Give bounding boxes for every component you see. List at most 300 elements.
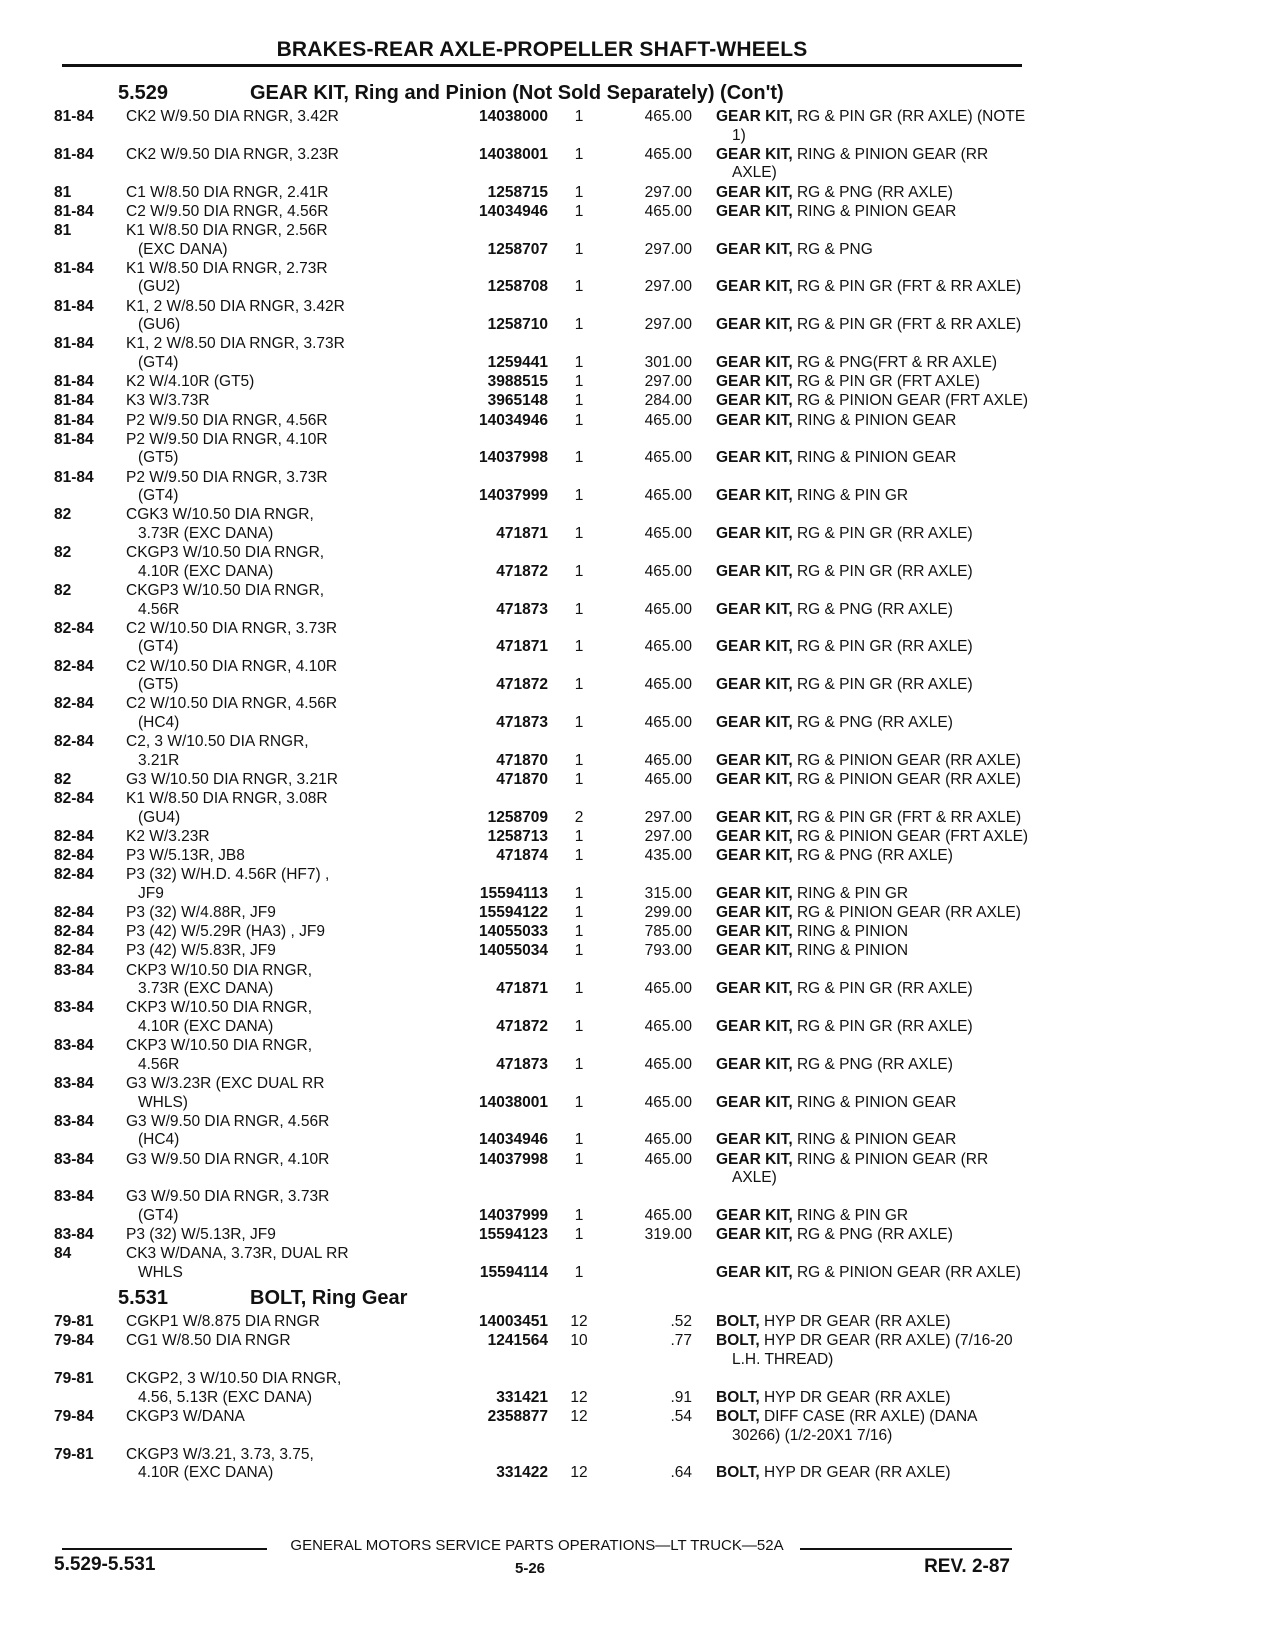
part-number: 3965148 (487, 392, 548, 410)
part-name-text: RING & PINION GEAR (796, 1131, 957, 1149)
part-name-noun: GEAR KIT, (716, 638, 793, 656)
part-name-line (716, 601, 1068, 620)
list-price: 465.00 (644, 1150, 692, 1168)
part-name-noun: BOLT, (716, 1332, 760, 1350)
model-years: 81 (54, 221, 72, 239)
part-name-line (716, 904, 1068, 923)
part-name (716, 676, 1068, 695)
description-line: (GT4) (138, 353, 179, 371)
part-name-line (716, 392, 1068, 411)
part-name-noun: GEAR KIT, (716, 808, 793, 826)
model-years: 79-81 (54, 1445, 94, 1463)
model-years: 81-84 (54, 373, 94, 391)
part-name-line (716, 354, 1068, 373)
list-price: 793.00 (644, 942, 692, 960)
description-line: CKP3 W/10.50 DIA RNGR, (126, 1037, 313, 1055)
model-years: 84 (54, 1245, 72, 1263)
part-name (716, 373, 1068, 392)
part-name (716, 1207, 1068, 1226)
model-years: 83-84 (54, 1112, 94, 1130)
description-line: (HC4) (138, 1131, 180, 1149)
part-name-noun: GEAR KIT, (716, 713, 793, 731)
description-line: CKGP3 W/3.21, 3.73, 3.75, (126, 1445, 314, 1463)
part-name-text: HYP DR GEAR (RR AXLE) (763, 1464, 951, 1482)
part-name-noun: BOLT, (716, 1313, 760, 1331)
description-line: (GT4) (138, 1206, 179, 1224)
part-name-line (716, 1018, 1068, 1037)
part-name-noun: GEAR KIT, (716, 923, 793, 941)
table-row (54, 790, 1024, 828)
list-price: 297.00 (644, 316, 692, 334)
model-years: 83-84 (54, 1075, 94, 1092)
part-name-line (716, 885, 1068, 904)
part-name (716, 714, 1068, 733)
quantity: 1 (574, 1131, 584, 1149)
table-row (54, 923, 1024, 942)
quantity: 1 (574, 942, 584, 960)
table-row (54, 1313, 1024, 1332)
description-line: (GT4) (138, 487, 179, 505)
part-name (716, 354, 1068, 373)
table-row (54, 847, 1024, 866)
part-number: 14037999 (479, 1206, 548, 1224)
list-price: 465.00 (644, 1206, 692, 1224)
part-name-text: RG & PINION GEAR (FRT AXLE) (796, 827, 1029, 845)
part-name-text: HYP DR GEAR (RR AXLE) (763, 1388, 951, 1406)
model-years: 81-84 (54, 259, 94, 277)
list-price: 465.00 (644, 145, 692, 163)
table-row (54, 298, 1024, 336)
table-row (54, 431, 1024, 469)
quantity: 1 (574, 884, 584, 902)
table-row (54, 733, 1024, 771)
table-row (54, 1151, 1024, 1189)
quantity: 1 (574, 847, 584, 865)
quantity: 1 (574, 392, 584, 410)
description-line: C2, 3 W/10.50 DIA RNGR, (126, 733, 309, 751)
part-name (716, 316, 1068, 335)
table-row (54, 373, 1024, 392)
list-price: 465.00 (644, 108, 692, 125)
table-row (54, 771, 1024, 790)
model-years: 82-84 (54, 904, 94, 922)
part-name-line (716, 1389, 1068, 1408)
table-row (54, 658, 1024, 696)
list-price: 297.00 (644, 240, 692, 258)
quantity: 1 (574, 487, 584, 505)
part-number: 14038001 (479, 145, 548, 163)
part-name-noun: GEAR KIT, (716, 353, 793, 371)
table-row (54, 184, 1024, 203)
part-number: 15594114 (479, 1263, 548, 1281)
part-name-noun: GEAR KIT, (716, 411, 793, 429)
list-price: .64 (670, 1464, 692, 1482)
model-years: 82-84 (54, 733, 94, 751)
part-number: 1259441 (487, 353, 548, 371)
part-name (716, 1389, 1068, 1408)
description-line: C2 W/10.50 DIA RNGR, 3.73R (126, 619, 338, 637)
part-name (716, 771, 1068, 790)
description-line: K2 W/3.23R (126, 827, 210, 845)
description-line: 4.56, 5.13R (EXC DANA) (138, 1388, 313, 1406)
part-name-line (716, 1151, 1068, 1170)
part-name-text: RING & PIN GR (796, 884, 909, 902)
part-name-line (716, 487, 1068, 506)
header-rule (62, 64, 1022, 67)
list-price: 465.00 (644, 449, 692, 467)
part-name-text: RG & PIN GR (FRT & RR AXLE) (796, 808, 1022, 826)
model-years: 81-84 (54, 411, 94, 429)
section-heading (54, 82, 1024, 108)
description-line: G3 W/9.50 DIA RNGR, 4.56R (126, 1112, 330, 1130)
quantity: 1 (574, 240, 584, 258)
part-name-text: 1) (732, 126, 746, 144)
part-name-text: L.H. THREAD) (732, 1350, 834, 1368)
part-number: 14034946 (479, 1131, 548, 1149)
list-price: 465.00 (644, 676, 692, 694)
part-name (716, 809, 1068, 828)
part-name-text: RG & PINION GEAR (FRT AXLE) (796, 392, 1029, 410)
quantity: 10 (570, 1332, 588, 1350)
part-name-noun: GEAR KIT, (716, 183, 793, 201)
part-name (716, 638, 1068, 657)
part-number: 2358877 (487, 1407, 548, 1425)
description-line: K1, 2 W/8.50 DIA RNGR, 3.73R (126, 335, 345, 353)
part-number: 1258709 (487, 808, 548, 826)
model-years: 81-84 (54, 202, 94, 220)
part-name-noun: GEAR KIT, (716, 884, 793, 902)
part-name (716, 1056, 1068, 1075)
part-name-line (716, 1094, 1068, 1113)
quantity: 12 (570, 1464, 588, 1482)
page-header: BRAKES-REAR AXLE-PROPELLER SHAFT-WHEELS (276, 38, 808, 61)
part-name-noun: GEAR KIT, (716, 202, 793, 220)
part-number: 15594122 (479, 904, 548, 922)
part-number: 471874 (496, 847, 548, 865)
list-price: 465.00 (644, 638, 692, 656)
part-name-text: RING & PINION (796, 923, 909, 941)
model-years: 82 (54, 770, 72, 788)
part-name-line (716, 203, 1068, 222)
part-name (716, 1018, 1068, 1037)
description-line: 4.10R (EXC DANA) (138, 562, 274, 580)
description-line: CK3 W/DANA, 3.73R, DUAL RR (126, 1245, 349, 1263)
part-name-text: RG & PNG(FRT & RR AXLE) (796, 353, 998, 371)
description-line: P3 (42) W/5.83R, JF9 (126, 942, 276, 960)
list-price: 465.00 (644, 487, 692, 505)
quantity: 1 (574, 373, 584, 391)
quantity: 1 (574, 524, 584, 542)
part-name-noun: GEAR KIT, (716, 942, 793, 960)
part-name-text: RG & PIN GR (FRT AXLE) (796, 373, 980, 391)
part-number: 14055034 (479, 942, 548, 960)
list-price: 315.00 (644, 884, 692, 902)
model-years: 83-84 (54, 1188, 94, 1206)
part-name (716, 1332, 1068, 1369)
part-name-line (716, 164, 1068, 183)
quantity: 1 (574, 411, 584, 429)
description-line: C1 W/8.50 DIA RNGR, 2.41R (126, 183, 329, 201)
list-price: 465.00 (644, 751, 692, 769)
part-number: 14055033 (479, 923, 548, 941)
part-name-noun: GEAR KIT, (716, 487, 793, 505)
quantity: 1 (574, 1226, 584, 1244)
quantity: 1 (574, 202, 584, 220)
model-years: 82-84 (54, 923, 94, 941)
quantity: 1 (574, 278, 584, 296)
part-name-line (716, 771, 1068, 790)
quantity: 1 (574, 713, 584, 731)
description-line: P2 W/9.50 DIA RNGR, 3.73R (126, 468, 328, 486)
part-name-text: HYP DR GEAR (RR AXLE) (7/16-20 (763, 1332, 1013, 1350)
description-line: P3 (32) W/4.88R, JF9 (126, 904, 276, 922)
part-number: 14034946 (479, 202, 548, 220)
description-line: (GT5) (138, 676, 179, 694)
part-name-text: DIFF CASE (RR AXLE) (DANA (763, 1407, 978, 1425)
part-name-text: RG & PINION GEAR (RR AXLE) (796, 770, 1021, 788)
quantity: 1 (574, 904, 584, 922)
part-name-text: RG & PNG (RR AXLE) (796, 847, 953, 865)
description-line: G3 W/9.50 DIA RNGR, 4.10R (126, 1150, 330, 1168)
part-number: 1258708 (487, 278, 548, 296)
part-name-noun: GEAR KIT, (716, 1263, 793, 1281)
description-line: CKGP3 W/10.50 DIA RNGR, (126, 544, 325, 562)
description-line: 3.73R (EXC DANA) (138, 980, 274, 998)
part-name-line (716, 146, 1068, 165)
list-price: 465.00 (644, 600, 692, 618)
footer-revision: REV. 2-87 (924, 1556, 1010, 1577)
part-name-line (716, 241, 1068, 260)
part-name-noun: GEAR KIT, (716, 1018, 793, 1035)
part-number: 471872 (496, 1018, 548, 1035)
part-name-line (716, 1464, 1068, 1483)
part-name-noun: GEAR KIT, (716, 770, 793, 788)
description-line: CGK3 W/10.50 DIA RNGR, (126, 506, 314, 524)
list-price: 297.00 (644, 827, 692, 845)
model-years: 81-84 (54, 145, 94, 163)
part-name-noun: GEAR KIT, (716, 676, 793, 694)
part-name-text: RG & PIN GR (RR AXLE) (796, 980, 973, 998)
part-name-text: RG & PNG (RR AXLE) (796, 713, 953, 731)
quantity: 1 (574, 600, 584, 618)
quantity: 1 (574, 145, 584, 163)
part-name-line (716, 184, 1068, 203)
list-price: 297.00 (644, 373, 692, 391)
list-price: 319.00 (644, 1226, 692, 1244)
part-name-text: RG & PIN GR (RR AXLE) (796, 1018, 973, 1035)
list-price: 465.00 (644, 562, 692, 580)
footer-rule-right (800, 1548, 1012, 1550)
part-name (716, 146, 1068, 183)
part-name-text: RG & PIN GR (FRT & RR AXLE) (796, 278, 1022, 296)
list-price: 435.00 (644, 847, 692, 865)
part-name-text: RING & PIN GR (796, 487, 909, 505)
quantity: 1 (574, 980, 584, 998)
part-number: 3988515 (487, 373, 548, 391)
description-line: C2 W/10.50 DIA RNGR, 4.10R (126, 657, 338, 675)
quantity: 1 (574, 923, 584, 941)
description-line: WHLS (138, 1263, 183, 1281)
description-line: 4.56R (138, 600, 180, 618)
list-price: .91 (670, 1388, 692, 1406)
list-price: 297.00 (644, 278, 692, 296)
model-years: 82 (54, 544, 72, 562)
quantity: 1 (574, 562, 584, 580)
part-number: 331421 (496, 1388, 548, 1406)
part-name (716, 108, 1068, 145)
model-years: 82-84 (54, 619, 94, 637)
part-name-noun: GEAR KIT, (716, 373, 793, 391)
description-line: K1, 2 W/8.50 DIA RNGR, 3.42R (126, 297, 345, 315)
description-line: CKGP3 W/DANA (126, 1407, 245, 1425)
part-name (716, 412, 1068, 431)
model-years: 79-81 (54, 1313, 94, 1331)
quantity: 12 (570, 1313, 588, 1331)
part-name-noun: GEAR KIT, (716, 1206, 793, 1224)
part-number: 471872 (496, 562, 548, 580)
list-price: 465.00 (644, 1018, 692, 1035)
table-row (54, 392, 1029, 411)
quantity: 1 (574, 1018, 584, 1035)
part-name-line (716, 638, 1068, 657)
footer-section-range: 5.529-5.531 (54, 1554, 156, 1575)
description-line: CKGP3 W/10.50 DIA RNGR, (126, 581, 325, 599)
part-name-text: 30266) (1/2-20X1 7/16) (732, 1426, 893, 1444)
list-price: 299.00 (644, 904, 692, 922)
quantity: 1 (574, 353, 584, 371)
part-name-line (716, 127, 1068, 146)
model-years: 81-84 (54, 335, 94, 353)
part-number: 331422 (496, 1464, 548, 1482)
part-name (716, 828, 1068, 847)
list-price: 465.00 (644, 713, 692, 731)
table-row (54, 222, 1024, 260)
quantity: 12 (570, 1407, 588, 1425)
description-line: K1 W/8.50 DIA RNGR, 3.08R (126, 790, 328, 808)
description-line: 3.73R (EXC DANA) (138, 524, 274, 542)
part-name-text: RG & PNG (RR AXLE) (796, 183, 953, 201)
model-years: 82-84 (54, 695, 94, 713)
part-name (716, 923, 1068, 942)
part-name (716, 1464, 1068, 1483)
table-row (54, 1075, 1024, 1113)
table-row (54, 146, 1024, 184)
description-line: K2 W/4.10R (GT5) (126, 373, 255, 391)
section-number: 5.531 (118, 1287, 169, 1310)
list-price: 284.00 (644, 392, 692, 410)
part-name-text: RG & PINION GEAR (RR AXLE) (796, 751, 1021, 769)
part-name-line (716, 449, 1068, 468)
part-name (716, 525, 1068, 544)
part-name (716, 1408, 1068, 1445)
quantity: 1 (574, 1263, 584, 1281)
section-heading (54, 1287, 1024, 1313)
part-name-text: RG & PNG (796, 240, 873, 258)
list-price: 465.00 (644, 524, 692, 542)
part-name-line (716, 923, 1068, 942)
model-years: 79-84 (54, 1407, 94, 1425)
quantity: 1 (574, 676, 584, 694)
part-name-noun: GEAR KIT, (716, 1093, 793, 1111)
part-name-noun: GEAR KIT, (716, 562, 793, 580)
description-line: P2 W/9.50 DIA RNGR, 4.10R (126, 430, 328, 448)
quantity: 2 (574, 808, 584, 826)
description-line: CK2 W/9.50 DIA RNGR, 3.23R (126, 145, 339, 163)
list-price: .54 (670, 1407, 692, 1425)
part-name-line (716, 1408, 1068, 1427)
model-years: 82-84 (54, 790, 94, 808)
part-name (716, 1313, 1068, 1332)
table-row (54, 1446, 1024, 1484)
part-name (716, 752, 1068, 771)
part-number: 471870 (496, 751, 548, 769)
part-number: 14003451 (479, 1313, 548, 1331)
part-name-text: RG & PNG (RR AXLE) (796, 1226, 953, 1244)
part-name-text: RG & PIN GR (RR AXLE) (796, 638, 973, 656)
part-name (716, 1131, 1068, 1150)
part-name-noun: GEAR KIT, (716, 240, 793, 258)
part-name-noun: GEAR KIT, (716, 600, 793, 618)
part-name-line (716, 563, 1068, 582)
part-name-noun: GEAR KIT, (716, 1131, 793, 1149)
part-number: 471873 (496, 713, 548, 731)
page-number: 5-26 (514, 1560, 546, 1577)
part-name-text: RING & PINION GEAR (796, 411, 957, 429)
part-name-text: AXLE) (732, 164, 777, 182)
description-line: 4.10R (EXC DANA) (138, 1018, 274, 1035)
table-row (54, 335, 1024, 373)
description-line: P3 (42) W/5.29R (HA3) , JF9 (126, 923, 325, 941)
part-name (716, 942, 1068, 961)
list-price: 465.00 (644, 1131, 692, 1149)
quantity: 1 (574, 827, 584, 845)
quantity: 1 (574, 1055, 584, 1073)
table-row (54, 866, 1024, 904)
part-name-noun: BOLT, (716, 1464, 760, 1482)
part-name-noun: GEAR KIT, (716, 847, 793, 865)
table-row (54, 582, 1024, 620)
part-name-noun: GEAR KIT, (716, 316, 793, 334)
model-years: 81-84 (54, 297, 94, 315)
model-years: 83-84 (54, 1226, 94, 1244)
part-name-text: RG & PNG (RR AXLE) (796, 1055, 953, 1073)
model-years: 81-84 (54, 108, 94, 125)
part-name-noun: GEAR KIT, (716, 449, 793, 467)
table-row (54, 506, 1024, 544)
description-line: 4.56R (138, 1055, 180, 1073)
part-name (716, 1226, 1068, 1245)
part-name (716, 1151, 1068, 1188)
description-line: C2 W/10.50 DIA RNGR, 4.56R (126, 695, 338, 713)
description-line: (GU2) (138, 278, 181, 296)
part-name-noun: BOLT, (716, 1388, 760, 1406)
part-name (716, 885, 1068, 904)
part-number: 14034946 (479, 411, 548, 429)
table-row (54, 260, 1024, 298)
description-line: (HC4) (138, 713, 180, 731)
table-row (54, 1037, 1024, 1075)
part-name-line (716, 1131, 1068, 1150)
footer-publisher: GENERAL MOTORS SERVICE PARTS OPERATIONS—LT TRUCK—52A (290, 1537, 784, 1554)
description-line: K3 W/3.73R (126, 392, 210, 410)
list-price: 465.00 (644, 980, 692, 998)
part-name-noun: GEAR KIT, (716, 1226, 793, 1244)
part-name (716, 904, 1068, 923)
part-number: 15594113 (479, 884, 548, 902)
part-number: 14037998 (479, 1150, 548, 1168)
table-row (54, 203, 1024, 222)
quantity: 1 (574, 751, 584, 769)
